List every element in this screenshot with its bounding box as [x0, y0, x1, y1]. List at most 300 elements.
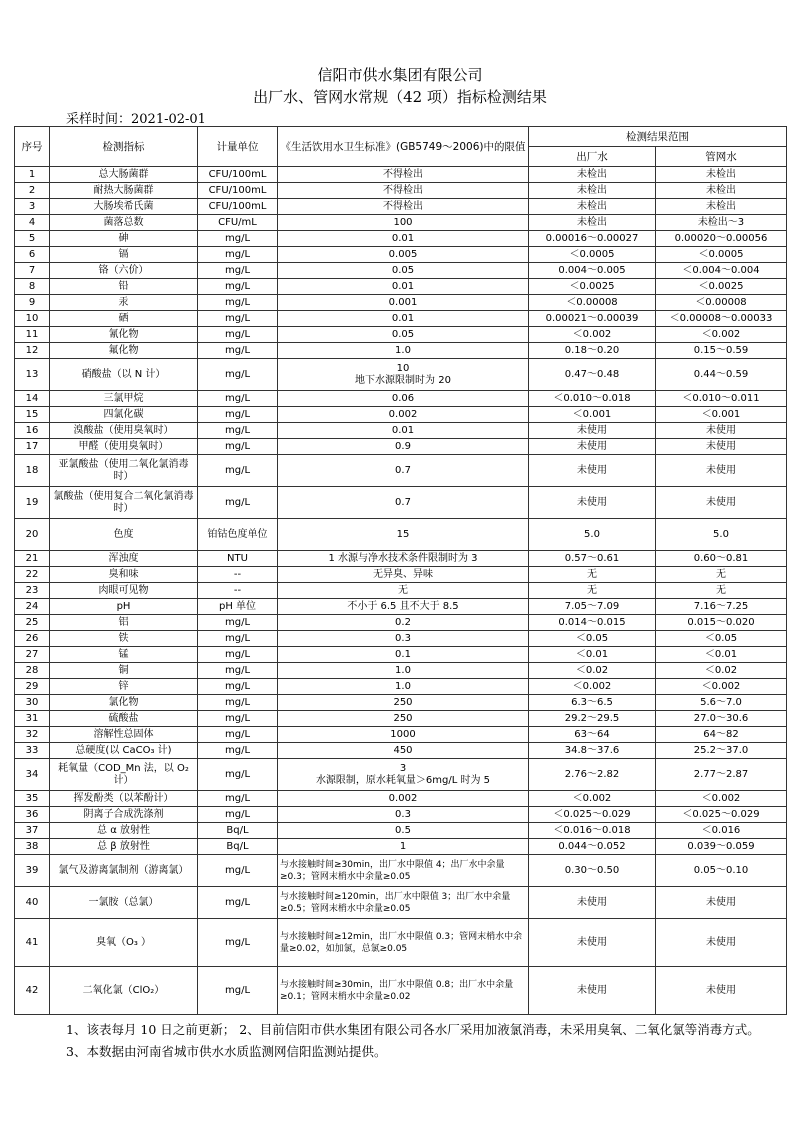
row-unit: mg/L [198, 631, 278, 647]
row-unit: mg/L [198, 247, 278, 263]
row-unit: mg/L [198, 343, 278, 359]
row-limit: 无 [278, 583, 529, 599]
row-unit: CFU/mL [198, 215, 278, 231]
row-unit: mg/L [198, 615, 278, 631]
table-row [15, 855, 787, 887]
row-indicator: 硫酸盐 [50, 711, 198, 727]
row-seq: 31 [15, 711, 50, 727]
row-unit: mg/L [198, 487, 278, 519]
row-unit: mg/L [198, 711, 278, 727]
row-network-result: ＜0.002 [656, 679, 787, 695]
table-row [15, 199, 787, 215]
row-seq: 42 [15, 967, 50, 1015]
table-row [15, 679, 787, 695]
row-seq: 22 [15, 567, 50, 583]
row-limit: 100 [278, 215, 529, 231]
row-seq: 39 [15, 855, 50, 887]
table-row [15, 343, 787, 359]
row-factory-result: 6.3～6.5 [529, 695, 656, 711]
table-row [15, 791, 787, 807]
row-unit: pH 单位 [198, 599, 278, 615]
row-indicator: 溴酸盐（使用臭氧时） [50, 423, 198, 439]
row-factory-result: 未使用 [529, 439, 656, 455]
row-seq: 6 [15, 247, 50, 263]
row-factory-result: ＜0.002 [529, 327, 656, 343]
document-subtitle: 出厂水、管网水常规（42 项）指标检测结果 [253, 88, 547, 106]
row-network-result: 7.16～7.25 [656, 599, 787, 615]
row-factory-result: 2.76～2.82 [529, 759, 656, 791]
row-seq: 14 [15, 391, 50, 407]
row-unit: CFU/100mL [198, 199, 278, 215]
row-indicator: 总大肠菌群 [50, 167, 198, 183]
row-limit: 0.9 [278, 439, 529, 455]
table-row [15, 759, 787, 791]
table-row [15, 599, 787, 615]
row-factory-result: 0.00016～0.00027 [529, 231, 656, 247]
row-unit: mg/L [198, 407, 278, 423]
row-indicator: 色度 [50, 519, 198, 551]
row-indicator: 二氧化氯（ClO₂） [50, 967, 198, 1015]
table-row [15, 887, 787, 919]
row-unit: mg/L [198, 439, 278, 455]
row-unit: mg/L [198, 759, 278, 791]
row-factory-result: ＜0.01 [529, 647, 656, 663]
table-row [15, 167, 787, 183]
table-row [15, 967, 787, 1015]
row-limit: 10 地下水源限制时为 20 [278, 359, 529, 391]
table-row [15, 519, 787, 551]
row-limit: 0.3 [278, 631, 529, 647]
row-network-result: ＜0.05 [656, 631, 787, 647]
table-row [15, 615, 787, 631]
table-row [15, 295, 787, 311]
row-unit: -- [198, 583, 278, 599]
row-indicator: 菌落总数 [50, 215, 198, 231]
row-network-result: ＜0.00008～0.00033 [656, 311, 787, 327]
row-network-result: 未检出 [656, 183, 787, 199]
table-row [15, 807, 787, 823]
row-indicator: 铅 [50, 279, 198, 295]
table-row [15, 567, 787, 583]
row-indicator: 阴离子合成洗涤剂 [50, 807, 198, 823]
row-factory-result: 0.57～0.61 [529, 551, 656, 567]
row-indicator: 硝酸盐（以 N 计） [50, 359, 198, 391]
row-factory-result: 未使用 [529, 967, 656, 1015]
row-network-result: ＜0.025～0.029 [656, 807, 787, 823]
row-indicator: 溶解性总固体 [50, 727, 198, 743]
row-network-result: 未使用 [656, 887, 787, 919]
row-unit: mg/L [198, 743, 278, 759]
header-unit: 计量单位 [198, 127, 278, 167]
row-factory-result: 未检出 [529, 183, 656, 199]
row-factory-result: ＜0.001 [529, 407, 656, 423]
row-seq: 17 [15, 439, 50, 455]
row-seq: 18 [15, 455, 50, 487]
row-seq: 28 [15, 663, 50, 679]
row-limit: 与水接触时间≥30min，出厂水中限值 0.8；出厂水中余量≥0.1；管网末梢水中余量≥0.02 [278, 967, 529, 1015]
row-limit: 1 水源与净水技术条件限制时为 3 [278, 551, 529, 567]
row-unit: mg/L [198, 231, 278, 247]
row-indicator: pH [50, 599, 198, 615]
row-factory-result: 0.30～0.50 [529, 855, 656, 887]
row-factory-result: 未使用 [529, 455, 656, 487]
row-limit: 0.01 [278, 279, 529, 295]
row-factory-result: 未检出 [529, 215, 656, 231]
row-network-result: 未检出 [656, 167, 787, 183]
row-network-result: 5.0 [656, 519, 787, 551]
row-limit: 1.0 [278, 343, 529, 359]
row-limit: 0.7 [278, 455, 529, 487]
row-seq: 30 [15, 695, 50, 711]
row-limit: 0.002 [278, 791, 529, 807]
row-indicator: 四氯化碳 [50, 407, 198, 423]
row-network-result: 无 [656, 583, 787, 599]
row-limit: 1000 [278, 727, 529, 743]
row-indicator: 肉眼可见物 [50, 583, 198, 599]
row-unit: mg/L [198, 791, 278, 807]
row-seq: 3 [15, 199, 50, 215]
row-seq: 2 [15, 183, 50, 199]
row-network-result: 64～82 [656, 727, 787, 743]
row-factory-result: ＜0.0025 [529, 279, 656, 295]
header-factory-water: 出厂水 [529, 147, 656, 167]
row-factory-result: 未使用 [529, 487, 656, 519]
row-limit: 不得检出 [278, 199, 529, 215]
row-unit: Bq/L [198, 839, 278, 855]
row-seq: 21 [15, 551, 50, 567]
header-network-water: 管网水 [656, 147, 787, 167]
row-limit: 450 [278, 743, 529, 759]
row-unit: mg/L [198, 727, 278, 743]
row-indicator: 总硬度(以 CaCO₃ 计) [50, 743, 198, 759]
row-factory-result: ＜0.00008 [529, 295, 656, 311]
row-network-result: 0.015～0.020 [656, 615, 787, 631]
row-unit: mg/L [198, 311, 278, 327]
row-indicator: 镉 [50, 247, 198, 263]
row-limit: 不得检出 [278, 167, 529, 183]
row-factory-result: ＜0.016～0.018 [529, 823, 656, 839]
sampling-date: 采样时间：2021-02-01 [66, 112, 206, 127]
row-unit: mg/L [198, 279, 278, 295]
row-indicator: 锌 [50, 679, 198, 695]
row-seq: 19 [15, 487, 50, 519]
row-unit: mg/L [198, 263, 278, 279]
row-limit: 0.001 [278, 295, 529, 311]
row-factory-result: 7.05～7.09 [529, 599, 656, 615]
row-limit: 250 [278, 711, 529, 727]
row-unit: mg/L [198, 695, 278, 711]
row-network-result: 0.039～0.059 [656, 839, 787, 855]
row-network-result: 无 [656, 567, 787, 583]
row-seq: 20 [15, 519, 50, 551]
row-indicator: 铁 [50, 631, 198, 647]
row-indicator: 臭氧（O₃ ） [50, 919, 198, 967]
table-row [15, 583, 787, 599]
row-network-result: 未检出 [656, 199, 787, 215]
header-limit: 《生活饮用水卫生标准》(GB5749～2006)中的限值 [278, 127, 529, 167]
row-indicator: 氯酸盐（使用复合二氧化氯消毒时） [50, 487, 198, 519]
table-row [15, 663, 787, 679]
row-seq: 1 [15, 167, 50, 183]
table-row [15, 439, 787, 455]
row-unit: mg/L [198, 855, 278, 887]
table-row [15, 263, 787, 279]
row-unit: mg/L [198, 327, 278, 343]
row-network-result: ＜0.004～0.004 [656, 263, 787, 279]
row-unit: 铂钴色度单位 [198, 519, 278, 551]
row-seq: 32 [15, 727, 50, 743]
row-limit: 0.3 [278, 807, 529, 823]
row-indicator: 锰 [50, 647, 198, 663]
row-indicator: 甲醛（使用臭氧时） [50, 439, 198, 455]
row-unit: NTU [198, 551, 278, 567]
table-row [15, 231, 787, 247]
row-indicator: 亚氯酸盐（使用二氧化氯消毒时） [50, 455, 198, 487]
row-unit: Bq/L [198, 823, 278, 839]
row-factory-result: 0.00021～0.00039 [529, 311, 656, 327]
row-unit: mg/L [198, 679, 278, 695]
row-network-result: 0.00020～0.00056 [656, 231, 787, 247]
row-unit: mg/L [198, 647, 278, 663]
row-network-result: 未使用 [656, 919, 787, 967]
table-row [15, 359, 787, 391]
row-network-result: 0.05～0.10 [656, 855, 787, 887]
row-limit: 0.005 [278, 247, 529, 263]
row-limit: 0.1 [278, 647, 529, 663]
row-seq: 23 [15, 583, 50, 599]
row-factory-result: 未检出 [529, 199, 656, 215]
row-unit: mg/L [198, 455, 278, 487]
row-network-result: 0.60～0.81 [656, 551, 787, 567]
table-row [15, 919, 787, 967]
row-seq: 5 [15, 231, 50, 247]
table-row [15, 311, 787, 327]
row-network-result: 5.6～7.0 [656, 695, 787, 711]
table-row [15, 839, 787, 855]
table-row [15, 455, 787, 487]
row-indicator: 浑浊度 [50, 551, 198, 567]
table-row [15, 423, 787, 439]
row-unit: mg/L [198, 295, 278, 311]
row-factory-result: 0.18～0.20 [529, 343, 656, 359]
row-seq: 40 [15, 887, 50, 919]
row-indicator: 挥发酚类（以苯酚计） [50, 791, 198, 807]
row-network-result: ＜0.002 [656, 327, 787, 343]
header-indicator: 检测指标 [50, 127, 198, 167]
table-row [15, 279, 787, 295]
row-factory-result: ＜0.05 [529, 631, 656, 647]
row-network-result: ＜0.016 [656, 823, 787, 839]
row-seq: 26 [15, 631, 50, 647]
row-limit: 15 [278, 519, 529, 551]
row-factory-result: 未使用 [529, 919, 656, 967]
row-factory-result: ＜0.002 [529, 679, 656, 695]
row-indicator: 氰化物 [50, 327, 198, 343]
row-factory-result: 34.8～37.6 [529, 743, 656, 759]
row-seq: 37 [15, 823, 50, 839]
row-limit: 与水接触时间≥30min，出厂水中限值 4；出厂水中余量≥0.3；管网末梢水中余量≥0.05 [278, 855, 529, 887]
row-seq: 7 [15, 263, 50, 279]
row-network-result: 2.77～2.87 [656, 759, 787, 791]
header-seq: 序号 [15, 127, 50, 167]
row-indicator: 臭和味 [50, 567, 198, 583]
table-row [15, 647, 787, 663]
row-indicator: 耗氧量（COD_Mn 法，以 O₂ 计） [50, 759, 198, 791]
row-indicator: 氯气及游离氯制剂（游离氯） [50, 855, 198, 887]
row-limit: 1 [278, 839, 529, 855]
table-row [15, 487, 787, 519]
row-network-result: 未使用 [656, 455, 787, 487]
row-seq: 38 [15, 839, 50, 855]
row-factory-result: ＜0.02 [529, 663, 656, 679]
row-factory-result: 未使用 [529, 887, 656, 919]
row-network-result: 0.15～0.59 [656, 343, 787, 359]
row-seq: 12 [15, 343, 50, 359]
row-network-result: ＜0.01 [656, 647, 787, 663]
results-table [14, 126, 787, 1015]
row-factory-result: 未检出 [529, 167, 656, 183]
row-seq: 24 [15, 599, 50, 615]
row-indicator: 汞 [50, 295, 198, 311]
row-limit: 不得检出 [278, 183, 529, 199]
row-limit: 0.7 [278, 487, 529, 519]
row-unit: -- [198, 567, 278, 583]
row-indicator: 砷 [50, 231, 198, 247]
row-network-result: ＜0.002 [656, 791, 787, 807]
row-limit: 0.05 [278, 263, 529, 279]
row-seq: 11 [15, 327, 50, 343]
header-result-range: 检测结果范围 [529, 127, 787, 147]
table-row [15, 215, 787, 231]
row-factory-result: 无 [529, 567, 656, 583]
row-indicator: 铝 [50, 615, 198, 631]
table-row [15, 743, 787, 759]
results-table-body [15, 167, 787, 1015]
row-seq: 29 [15, 679, 50, 695]
row-seq: 8 [15, 279, 50, 295]
row-indicator: 铜 [50, 663, 198, 679]
row-seq: 10 [15, 311, 50, 327]
row-factory-result: ＜0.002 [529, 791, 656, 807]
row-factory-result: 0.47～0.48 [529, 359, 656, 391]
row-factory-result: ＜0.025～0.029 [529, 807, 656, 823]
document-title: 信阳市供水集团有限公司 [317, 66, 483, 84]
row-indicator: 总 α 放射性 [50, 823, 198, 839]
row-factory-result: 无 [529, 583, 656, 599]
row-unit: mg/L [198, 967, 278, 1015]
row-limit: 无异臭、异味 [278, 567, 529, 583]
row-seq: 41 [15, 919, 50, 967]
row-unit: mg/L [198, 663, 278, 679]
row-factory-result: 未使用 [529, 423, 656, 439]
row-network-result: ＜0.0025 [656, 279, 787, 295]
row-indicator: 一氯胺（总氯） [50, 887, 198, 919]
row-limit: 0.01 [278, 311, 529, 327]
row-indicator: 氟化物 [50, 343, 198, 359]
row-factory-result: 0.014～0.015 [529, 615, 656, 631]
row-limit: 0.002 [278, 407, 529, 423]
row-factory-result: ＜0.010～0.018 [529, 391, 656, 407]
row-factory-result: 0.044～0.052 [529, 839, 656, 855]
row-seq: 13 [15, 359, 50, 391]
row-network-result: 27.0～30.6 [656, 711, 787, 727]
row-network-result: 未检出～3 [656, 215, 787, 231]
footnotes: 1、该表每月 10 日之前更新； 2、目前信阳市供水集团有限公司各水厂采用加液氯消毒，未采用臭氧、二氧化氯等消毒方式。3、本数据由河南省城市供水水质监测网信阳监测站提供。 [66, 1022, 760, 1059]
row-network-result: ＜0.010～0.011 [656, 391, 787, 407]
row-limit: 0.06 [278, 391, 529, 407]
row-unit: mg/L [198, 391, 278, 407]
row-limit: 250 [278, 695, 529, 711]
table-row [15, 407, 787, 423]
table-row [15, 551, 787, 567]
table-row [15, 247, 787, 263]
row-limit: 0.2 [278, 615, 529, 631]
row-network-result: 25.2～37.0 [656, 743, 787, 759]
row-seq: 36 [15, 807, 50, 823]
row-network-result: 0.44～0.59 [656, 359, 787, 391]
table-row [15, 327, 787, 343]
row-limit: 0.01 [278, 423, 529, 439]
table-row [15, 711, 787, 727]
row-seq: 15 [15, 407, 50, 423]
row-limit: 与水接触时间≥12min，出厂水中限值 0.3；管网末梢水中余量≥0.02，如加氯，总氯≥0.05 [278, 919, 529, 967]
row-limit: 不小于 6.5 且不大于 8.5 [278, 599, 529, 615]
row-network-result: ＜0.0005 [656, 247, 787, 263]
row-seq: 33 [15, 743, 50, 759]
row-seq: 34 [15, 759, 50, 791]
row-seq: 35 [15, 791, 50, 807]
row-seq: 25 [15, 615, 50, 631]
row-limit: 与水接触时间≥120min，出厂水中限值 3；出厂水中余量≥0.5；管网末梢水中余量≥0.05 [278, 887, 529, 919]
row-factory-result: 29.2～29.5 [529, 711, 656, 727]
row-network-result: ＜0.02 [656, 663, 787, 679]
row-indicator: 大肠埃希氏菌 [50, 199, 198, 215]
row-limit: 0.01 [278, 231, 529, 247]
row-unit: mg/L [198, 359, 278, 391]
row-limit: 0.05 [278, 327, 529, 343]
row-seq: 9 [15, 295, 50, 311]
row-limit: 0.5 [278, 823, 529, 839]
row-seq: 4 [15, 215, 50, 231]
table-row [15, 695, 787, 711]
table-row [15, 391, 787, 407]
row-seq: 27 [15, 647, 50, 663]
row-unit: mg/L [198, 887, 278, 919]
row-indicator: 总 β 放射性 [50, 839, 198, 855]
row-network-result: 未使用 [656, 423, 787, 439]
row-network-result: ＜0.001 [656, 407, 787, 423]
row-network-result: 未使用 [656, 439, 787, 455]
row-unit: mg/L [198, 919, 278, 967]
row-unit: mg/L [198, 807, 278, 823]
table-row [15, 727, 787, 743]
row-limit: 1.0 [278, 663, 529, 679]
row-unit: CFU/100mL [198, 183, 278, 199]
row-limit: 1.0 [278, 679, 529, 695]
row-indicator: 三氯甲烷 [50, 391, 198, 407]
row-factory-result: 0.004～0.005 [529, 263, 656, 279]
row-network-result: ＜0.00008 [656, 295, 787, 311]
row-network-result: 未使用 [656, 487, 787, 519]
row-seq: 16 [15, 423, 50, 439]
row-indicator: 铬（六价） [50, 263, 198, 279]
row-unit: mg/L [198, 423, 278, 439]
row-factory-result: 5.0 [529, 519, 656, 551]
table-row [15, 183, 787, 199]
row-factory-result: 63～64 [529, 727, 656, 743]
row-network-result: 未使用 [656, 967, 787, 1015]
row-limit: 3 水源限制，原水耗氧量＞6mg/L 时为 5 [278, 759, 529, 791]
